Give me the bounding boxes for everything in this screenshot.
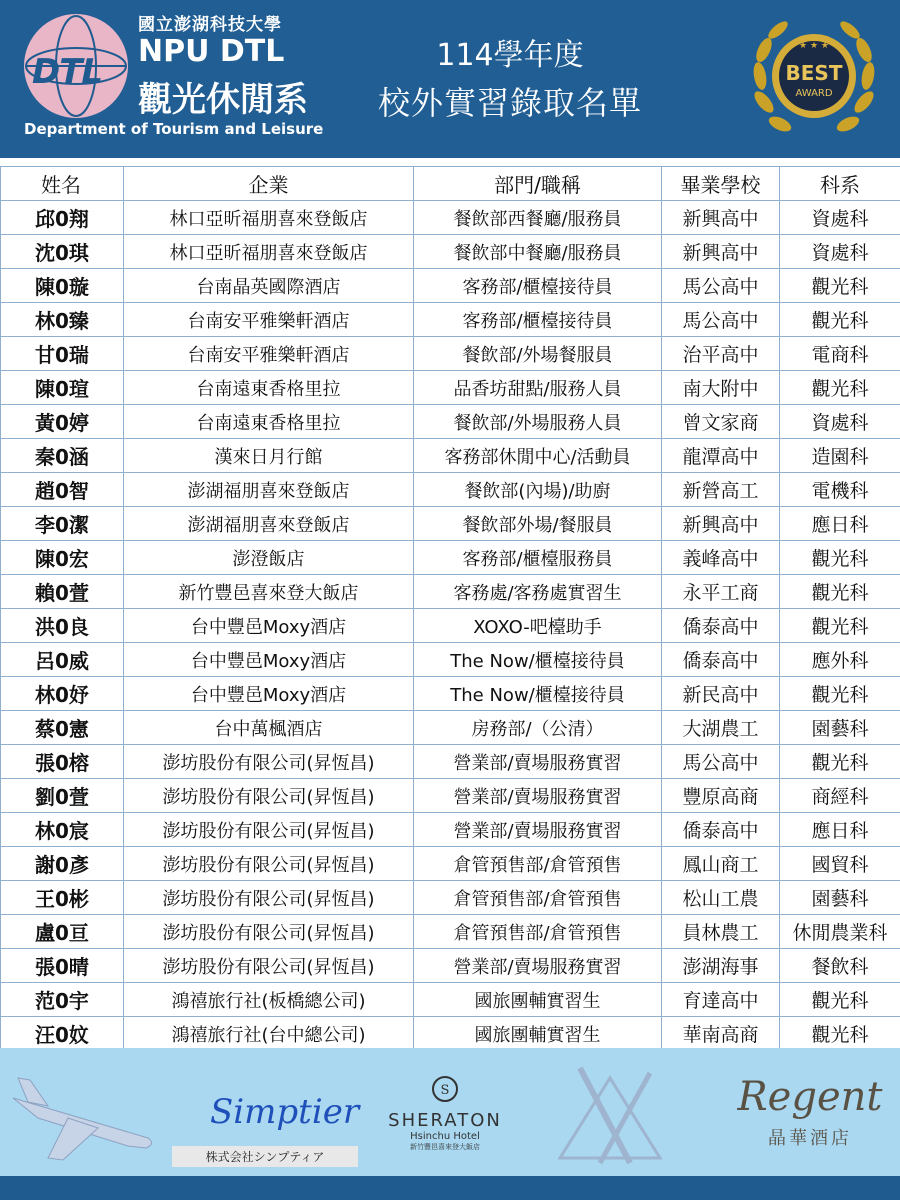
cell-name: 王0彬 — [1, 881, 124, 915]
sheraton-subtitle: Hsinchu Hotel — [410, 1131, 480, 1142]
table-row — [1, 235, 900, 269]
cell-position: The Now/櫃檯接待員 — [414, 677, 662, 711]
footer-partners — [0, 1048, 900, 1200]
header-banner — [0, 0, 900, 158]
cell-name: 劉0萱 — [1, 779, 124, 813]
cell-position: 營業部/賣場服務實習 — [414, 779, 662, 813]
cell-position: 餐飲部/外場服務人員 — [414, 405, 662, 439]
cell-name: 蔡0憲 — [1, 711, 124, 745]
column-header-name: 姓名 — [1, 167, 124, 201]
cell-dept: 觀光科 — [780, 677, 900, 711]
cell-school: 鳳山商工 — [662, 847, 780, 881]
footer-bar — [0, 1176, 900, 1200]
cell-name: 林0宸 — [1, 813, 124, 847]
cell-position: 品香坊甜點/服務人員 — [414, 371, 662, 405]
cell-name: 陳0瑄 — [1, 371, 124, 405]
department-name-en: Department of Tourism and Leisure — [24, 120, 324, 138]
cell-school: 曾文家商 — [662, 405, 780, 439]
table-row — [1, 949, 900, 983]
table-row — [1, 677, 900, 711]
cell-company: 台中萬楓酒店 — [124, 711, 414, 745]
cell-school: 新營高工 — [662, 473, 780, 507]
airplane-icon — [8, 1058, 158, 1168]
cell-name: 林0臻 — [1, 303, 124, 337]
regent-name: Regent — [737, 1074, 883, 1120]
cell-name: 黃0婷 — [1, 405, 124, 439]
cell-company: 台南遠東香格里拉 — [124, 405, 414, 439]
table-row — [1, 269, 900, 303]
cell-company: 林口亞昕福朋喜來登飯店 — [124, 201, 414, 235]
cell-name: 林0妤 — [1, 677, 124, 711]
cell-company: 新竹豐邑喜來登大飯店 — [124, 575, 414, 609]
cell-name: 李0潔 — [1, 507, 124, 541]
cell-name: 沈0琪 — [1, 235, 124, 269]
cell-school: 龍潭高中 — [662, 439, 780, 473]
cell-dept: 應日科 — [780, 507, 900, 541]
table-row — [1, 609, 900, 643]
cell-dept: 園藝科 — [780, 711, 900, 745]
cell-school: 僑泰高中 — [662, 643, 780, 677]
cell-dept: 觀光科 — [780, 303, 900, 337]
table-row — [1, 439, 900, 473]
sheraton-subtitle-zh: 新竹豐邑喜來登大飯店 — [410, 1143, 480, 1151]
simptier-subtitle: 株式会社シンプティア — [172, 1146, 358, 1167]
table-row — [1, 507, 900, 541]
table-row — [1, 473, 900, 507]
column-header-school: 畢業學校 — [662, 167, 780, 201]
cell-position: 客務部/櫃檯服務員 — [414, 541, 662, 575]
cell-name: 秦0涵 — [1, 439, 124, 473]
placement-list-sheet — [0, 158, 900, 1048]
table-header-row — [1, 167, 900, 201]
cell-dept: 觀光科 — [780, 983, 900, 1017]
page-title: 校外實習錄取名單 — [377, 84, 642, 122]
cell-name: 汪0妏 — [1, 1017, 124, 1051]
npu-dtl-label: NPU DTL — [138, 34, 285, 69]
cell-school: 馬公高中 — [662, 303, 780, 337]
table-row — [1, 643, 900, 677]
column-header-position: 部門/職稱 — [414, 167, 662, 201]
cell-dept: 應外科 — [780, 643, 900, 677]
cell-school: 義峰高中 — [662, 541, 780, 575]
cell-dept: 資處科 — [780, 235, 900, 269]
cell-dept: 應日科 — [780, 813, 900, 847]
cell-dept: 商經科 — [780, 779, 900, 813]
cell-position: 餐飲部西餐廳/服務員 — [414, 201, 662, 235]
table-row — [1, 371, 900, 405]
cell-position: 國旅團輔實習生 — [414, 1017, 662, 1051]
cell-dept: 資處科 — [780, 405, 900, 439]
cell-position: 倉管預售部/倉管預售 — [414, 881, 662, 915]
cell-position: 營業部/賣場服務實習 — [414, 949, 662, 983]
cell-dept: 資處科 — [780, 201, 900, 235]
cell-dept: 電商科 — [780, 337, 900, 371]
cell-position: 客務部休閒中心/活動員 — [414, 439, 662, 473]
cell-school: 華南高商 — [662, 1017, 780, 1051]
cell-company: 澎坊股份有限公司(昇恆昌) — [124, 915, 414, 949]
cell-name: 謝0彥 — [1, 847, 124, 881]
cell-dept: 休閒農業科 — [780, 915, 900, 949]
logo-abbr: DTL — [32, 52, 103, 92]
cell-company: 鴻禧旅行社(台中總公司) — [124, 1017, 414, 1051]
table-body — [1, 201, 900, 1051]
sheraton-emblem-icon — [431, 1072, 459, 1106]
cell-company: 台中豐邑Moxy酒店 — [124, 677, 414, 711]
cell-company: 台南安平雅樂軒酒店 — [124, 337, 414, 371]
table-row — [1, 201, 900, 235]
table-row — [1, 745, 900, 779]
cell-name: 張0晴 — [1, 949, 124, 983]
table-row — [1, 779, 900, 813]
cell-company: 澎坊股份有限公司(昇恆昌) — [124, 779, 414, 813]
best-award-badge-icon — [740, 6, 888, 154]
cell-company: 澎坊股份有限公司(昇恆昌) — [124, 813, 414, 847]
cell-company: 漢來日月行館 — [124, 439, 414, 473]
table-row — [1, 303, 900, 337]
cell-company: 林口亞昕福朋喜來登飯店 — [124, 235, 414, 269]
cell-dept: 觀光科 — [780, 371, 900, 405]
cell-company: 澎湖福朋喜來登飯店 — [124, 473, 414, 507]
cell-position: 餐飲部(內場)/助廚 — [414, 473, 662, 507]
cell-name: 張0榕 — [1, 745, 124, 779]
table-row — [1, 915, 900, 949]
cell-dept: 餐飲科 — [780, 949, 900, 983]
cell-name: 范0宇 — [1, 983, 124, 1017]
cell-dept: 電機科 — [780, 473, 900, 507]
cell-company: 台中豐邑Moxy酒店 — [124, 643, 414, 677]
cell-position: 餐飲部中餐廳/服務員 — [414, 235, 662, 269]
dtl-globe-logo — [24, 14, 128, 118]
table-row — [1, 1017, 900, 1051]
cell-school: 永平工商 — [662, 575, 780, 609]
table-row — [1, 337, 900, 371]
cell-company: 澎澄飯店 — [124, 541, 414, 575]
cell-school: 南大附中 — [662, 371, 780, 405]
cell-company: 澎坊股份有限公司(昇恆昌) — [124, 745, 414, 779]
cell-name: 賴0萱 — [1, 575, 124, 609]
cell-company: 鴻禧旅行社(板橋總公司) — [124, 983, 414, 1017]
cell-dept: 觀光科 — [780, 269, 900, 303]
cell-company: 台中豐邑Moxy酒店 — [124, 609, 414, 643]
cell-position: 營業部/賣場服務實習 — [414, 745, 662, 779]
table-row — [1, 575, 900, 609]
table-row — [1, 405, 900, 439]
cell-school: 新興高中 — [662, 235, 780, 269]
cell-school: 大湖農工 — [662, 711, 780, 745]
sheraton-logo — [385, 1070, 505, 1170]
svg-text:S: S — [440, 1083, 450, 1098]
page-title-year: 114學年度 — [436, 38, 584, 73]
cell-school: 新民高中 — [662, 677, 780, 711]
cell-school: 松山工農 — [662, 881, 780, 915]
cell-dept: 園藝科 — [780, 881, 900, 915]
cell-company: 台南晶英國際酒店 — [124, 269, 414, 303]
cell-position: 客務部/櫃檯接待員 — [414, 303, 662, 337]
badge-text-best: BEST — [785, 61, 843, 85]
cell-dept: 國貿科 — [780, 847, 900, 881]
cell-company: 台南遠東香格里拉 — [124, 371, 414, 405]
cell-position: 國旅團輔實習生 — [414, 983, 662, 1017]
university-name: 國立澎湖科技大學 — [138, 15, 282, 35]
table-row — [1, 881, 900, 915]
cell-name: 趙0智 — [1, 473, 124, 507]
table-row — [1, 983, 900, 1017]
cell-position: 客務部/櫃檯接待員 — [414, 269, 662, 303]
cell-name: 甘0瑞 — [1, 337, 124, 371]
placement-table — [0, 166, 900, 1051]
cell-position: 餐飲部外場/餐服員 — [414, 507, 662, 541]
cell-school: 治平高中 — [662, 337, 780, 371]
cell-position: 房務部/（公清） — [414, 711, 662, 745]
cell-school: 澎湖海事 — [662, 949, 780, 983]
cell-name: 陳0璇 — [1, 269, 124, 303]
cell-position: 倉管預售部/倉管預售 — [414, 915, 662, 949]
cell-school: 育達高中 — [662, 983, 780, 1017]
cell-company: 台南安平雅樂軒酒店 — [124, 303, 414, 337]
cell-company: 澎坊股份有限公司(昇恆昌) — [124, 949, 414, 983]
cell-school: 馬公高中 — [662, 745, 780, 779]
cell-company: 澎坊股份有限公司(昇恆昌) — [124, 881, 414, 915]
cell-school: 僑泰高中 — [662, 609, 780, 643]
table-row — [1, 847, 900, 881]
department-name-zh: 觀光休閒系 — [138, 80, 308, 120]
cell-dept: 觀光科 — [780, 745, 900, 779]
regent-subtitle: 晶華酒店 — [768, 1128, 852, 1149]
cell-position: 餐飲部/外場餐服員 — [414, 337, 662, 371]
cell-position: 營業部/賣場服務實習 — [414, 813, 662, 847]
cell-name: 陳0宏 — [1, 541, 124, 575]
regent-logo — [735, 1074, 885, 1174]
svg-text:★ ★ ★: ★ ★ ★ — [799, 41, 829, 51]
column-header-major: 科系 — [780, 167, 900, 201]
cell-company: 澎湖福朋喜來登飯店 — [124, 507, 414, 541]
cell-name: 邱0翔 — [1, 201, 124, 235]
cell-school: 馬公高中 — [662, 269, 780, 303]
cell-name: 盧0亘 — [1, 915, 124, 949]
cell-dept: 觀光科 — [780, 1017, 900, 1051]
table-row — [1, 711, 900, 745]
cell-position: 客務處/客務處實習生 — [414, 575, 662, 609]
column-header-company: 企業 — [124, 167, 414, 201]
cell-position: The Now/櫃檯接待員 — [414, 643, 662, 677]
simptier-name: Simptier — [210, 1092, 360, 1132]
table-row — [1, 541, 900, 575]
badge-text-award: AWARD — [795, 88, 833, 99]
cell-school: 員林農工 — [662, 915, 780, 949]
cell-dept: 觀光科 — [780, 609, 900, 643]
cell-school: 新興高中 — [662, 201, 780, 235]
cell-position: XOXO-吧檯助手 — [414, 609, 662, 643]
cell-name: 呂0威 — [1, 643, 124, 677]
cell-position: 倉管預售部/倉管預售 — [414, 847, 662, 881]
cell-school: 新興高中 — [662, 507, 780, 541]
sheraton-name: SHERATON — [388, 1110, 502, 1131]
cell-school: 豐原高商 — [662, 779, 780, 813]
table-row — [1, 813, 900, 847]
cell-company: 澎坊股份有限公司(昇恆昌) — [124, 847, 414, 881]
cell-dept: 觀光科 — [780, 541, 900, 575]
cell-dept: 造園科 — [780, 439, 900, 473]
simptier-logo — [170, 1088, 360, 1178]
cell-name: 洪0良 — [1, 609, 124, 643]
utensils-icon — [530, 1058, 680, 1173]
cell-dept: 觀光科 — [780, 575, 900, 609]
cell-school: 僑泰高中 — [662, 813, 780, 847]
